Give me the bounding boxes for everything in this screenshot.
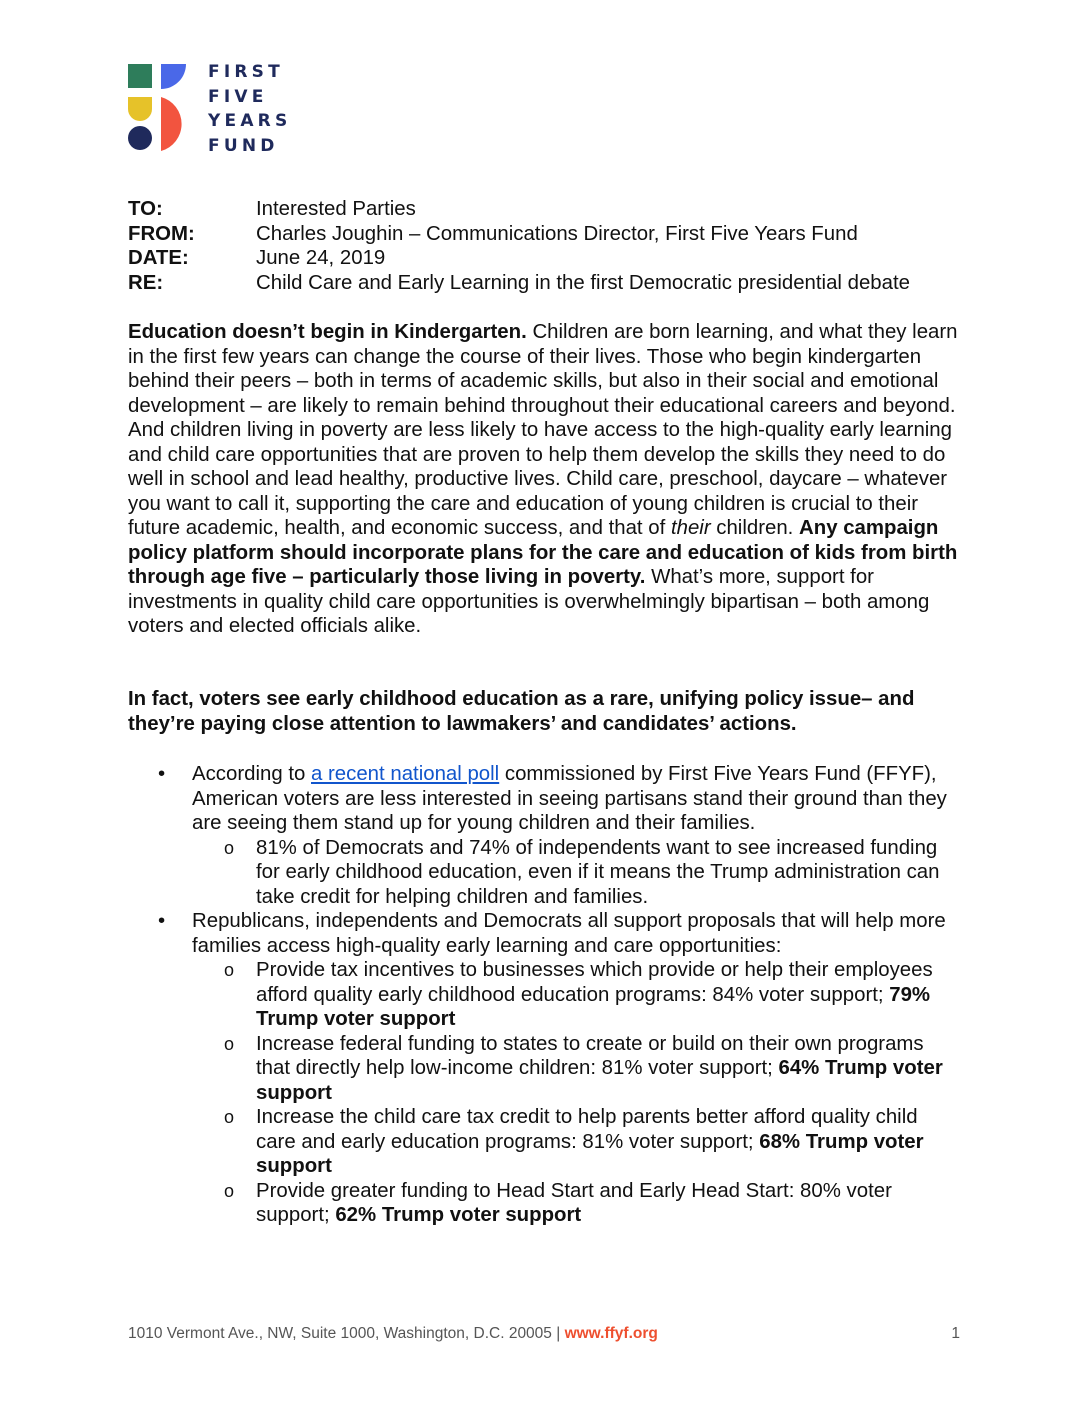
key-finding-paragraph	[128, 687, 958, 736]
memo-re-value: Child Care and Early Learning in the first Democratic presidential debate	[256, 271, 910, 294]
list-item	[128, 836, 960, 910]
bullet2-sub2-bold: 64% Trump voter support	[256, 1057, 943, 1104]
ffyf-logo	[128, 62, 292, 156]
bullet2-sub4-bold: 62% Trump voter support	[335, 1204, 582, 1226]
footer-address: 1010 Vermont Ave., NW, Suite 1000, Washington, D.C. 20005 |	[128, 1325, 565, 1342]
footer-website: www.ffyf.org	[564, 1325, 658, 1342]
bullet2-sub4-text: Provide greater funding to Head Start and Early Head Start: 80% voter support;	[256, 1179, 892, 1226]
bullet2-text: Republicans, independents and Democrats all support proposals that will help more families access high-quality early learning and care opportunities:	[192, 910, 946, 957]
sub-bullet-icon: o	[224, 1033, 235, 1054]
sub-bullet-icon: o	[224, 837, 235, 858]
bullet2-sub3-bold: 68% Trump voter support	[256, 1130, 924, 1177]
memo-to-label: TO:	[128, 198, 163, 220]
memo-date-value: June 24, 2019	[256, 247, 386, 269]
list-item	[128, 958, 960, 1032]
sub-bullet-icon: o	[224, 960, 235, 980]
national-poll-link[interactable]: a recent national poll	[311, 763, 500, 785]
memo-re-row	[128, 271, 910, 296]
bullet2-sub1-text: Provide tax incentives to businesses which provide or help their employees afford quality early childhood education programs: 84% voter support;	[256, 959, 933, 1006]
page-number: 1	[951, 1325, 960, 1342]
bullet-icon: •	[158, 910, 166, 932]
intro-text-3: What’s more, support for investments in quality child care opportunities is overwhelmingly bipartisan – both among voters and elected officials alike.	[128, 566, 930, 637]
memo-date-label: DATE:	[128, 247, 189, 269]
memo-from-value: Charles Joughin – Communications Director, First Five Years Fund	[256, 222, 858, 245]
memo-header	[128, 197, 910, 295]
logo-word: YEARS	[208, 111, 292, 131]
memo-to-row	[128, 197, 910, 222]
memo-re-label: RE:	[128, 271, 164, 294]
intro-bold: Any campaign policy platform should incorporate plans for the care and education of kids from birth through age five – particularly those living in poverty.	[128, 517, 958, 588]
logo-mark-icon	[128, 63, 188, 153]
intro-italic: their	[670, 517, 711, 539]
footer-address-line	[128, 1325, 658, 1343]
list-item	[128, 909, 960, 958]
memo-from-label: FROM:	[128, 222, 195, 245]
sub-bullet-icon: o	[224, 1107, 235, 1127]
bullet1-sub1: 81% of Democrats and 74% of independents want to see increased funding for early childhood education, even if it means the Trump administration can take credit for helping children and families.	[256, 836, 940, 908]
list-item	[128, 1105, 960, 1179]
logo-wordmark	[208, 63, 291, 161]
bullet2-sub1-bold: 79% Trump voter support	[256, 983, 931, 1030]
findings-list	[128, 762, 960, 1228]
memo-date-row	[128, 246, 910, 271]
intro-paragraph	[128, 320, 958, 639]
list-item	[128, 1032, 960, 1106]
logo-word: FIRST	[208, 62, 284, 82]
intro-lead: Education doesn’t begin in Kindergarten.	[128, 321, 527, 343]
bullet1-after: commissioned by First Five Years Fund (FFYF), American voters are less interested in seeing partisans stand their ground than they are seeing them stand up for young children and their families.	[192, 763, 947, 834]
bullet1-before: According to	[192, 763, 312, 785]
intro-text-2: children.	[710, 517, 800, 539]
intro-text-1: Children are born learning, and what they learn in the first few years can change the course of their lives. Those who begin kindergarten behind their peers – both in terms of academic skills, but also in their social and emotional development – are likely to remain behind throughout their educational careers and beyond. And children living in poverty are less likely to have access to the high-quality early learning and child care opportunities that are proven to help them develop the skills they need to do well in school and lead healthy, productive lives. Child care, preschool, daycare – whatever you want to call it, supporting the care and education of young children is crucial to their future academic, health, and economic success, and that of	[128, 321, 958, 539]
bullet-icon: •	[158, 763, 166, 785]
memo-from-row	[128, 222, 910, 247]
bullet2-sub3-text: Increase the child care tax credit to help parents better afford quality child care and early education programs: 81% voter support;	[256, 1106, 918, 1153]
sub-bullet-icon: o	[224, 1180, 235, 1201]
memo-to-value: Interested Parties	[256, 198, 416, 220]
key-finding-text: In fact, voters see early childhood education as a rare, unifying policy issue– and they’re paying close attention to lawmakers’ and candidates’ actions.	[128, 688, 915, 735]
list-item	[128, 1179, 960, 1228]
bullet2-sub2-text: Increase federal funding to states to create or build on their own programs that directly help low-income children: 81% voter support;	[256, 1032, 924, 1079]
logo-word: FIVE	[208, 86, 268, 107]
logo-word: FUND	[208, 135, 279, 156]
list-item	[128, 762, 960, 836]
page-footer	[128, 1325, 960, 1343]
